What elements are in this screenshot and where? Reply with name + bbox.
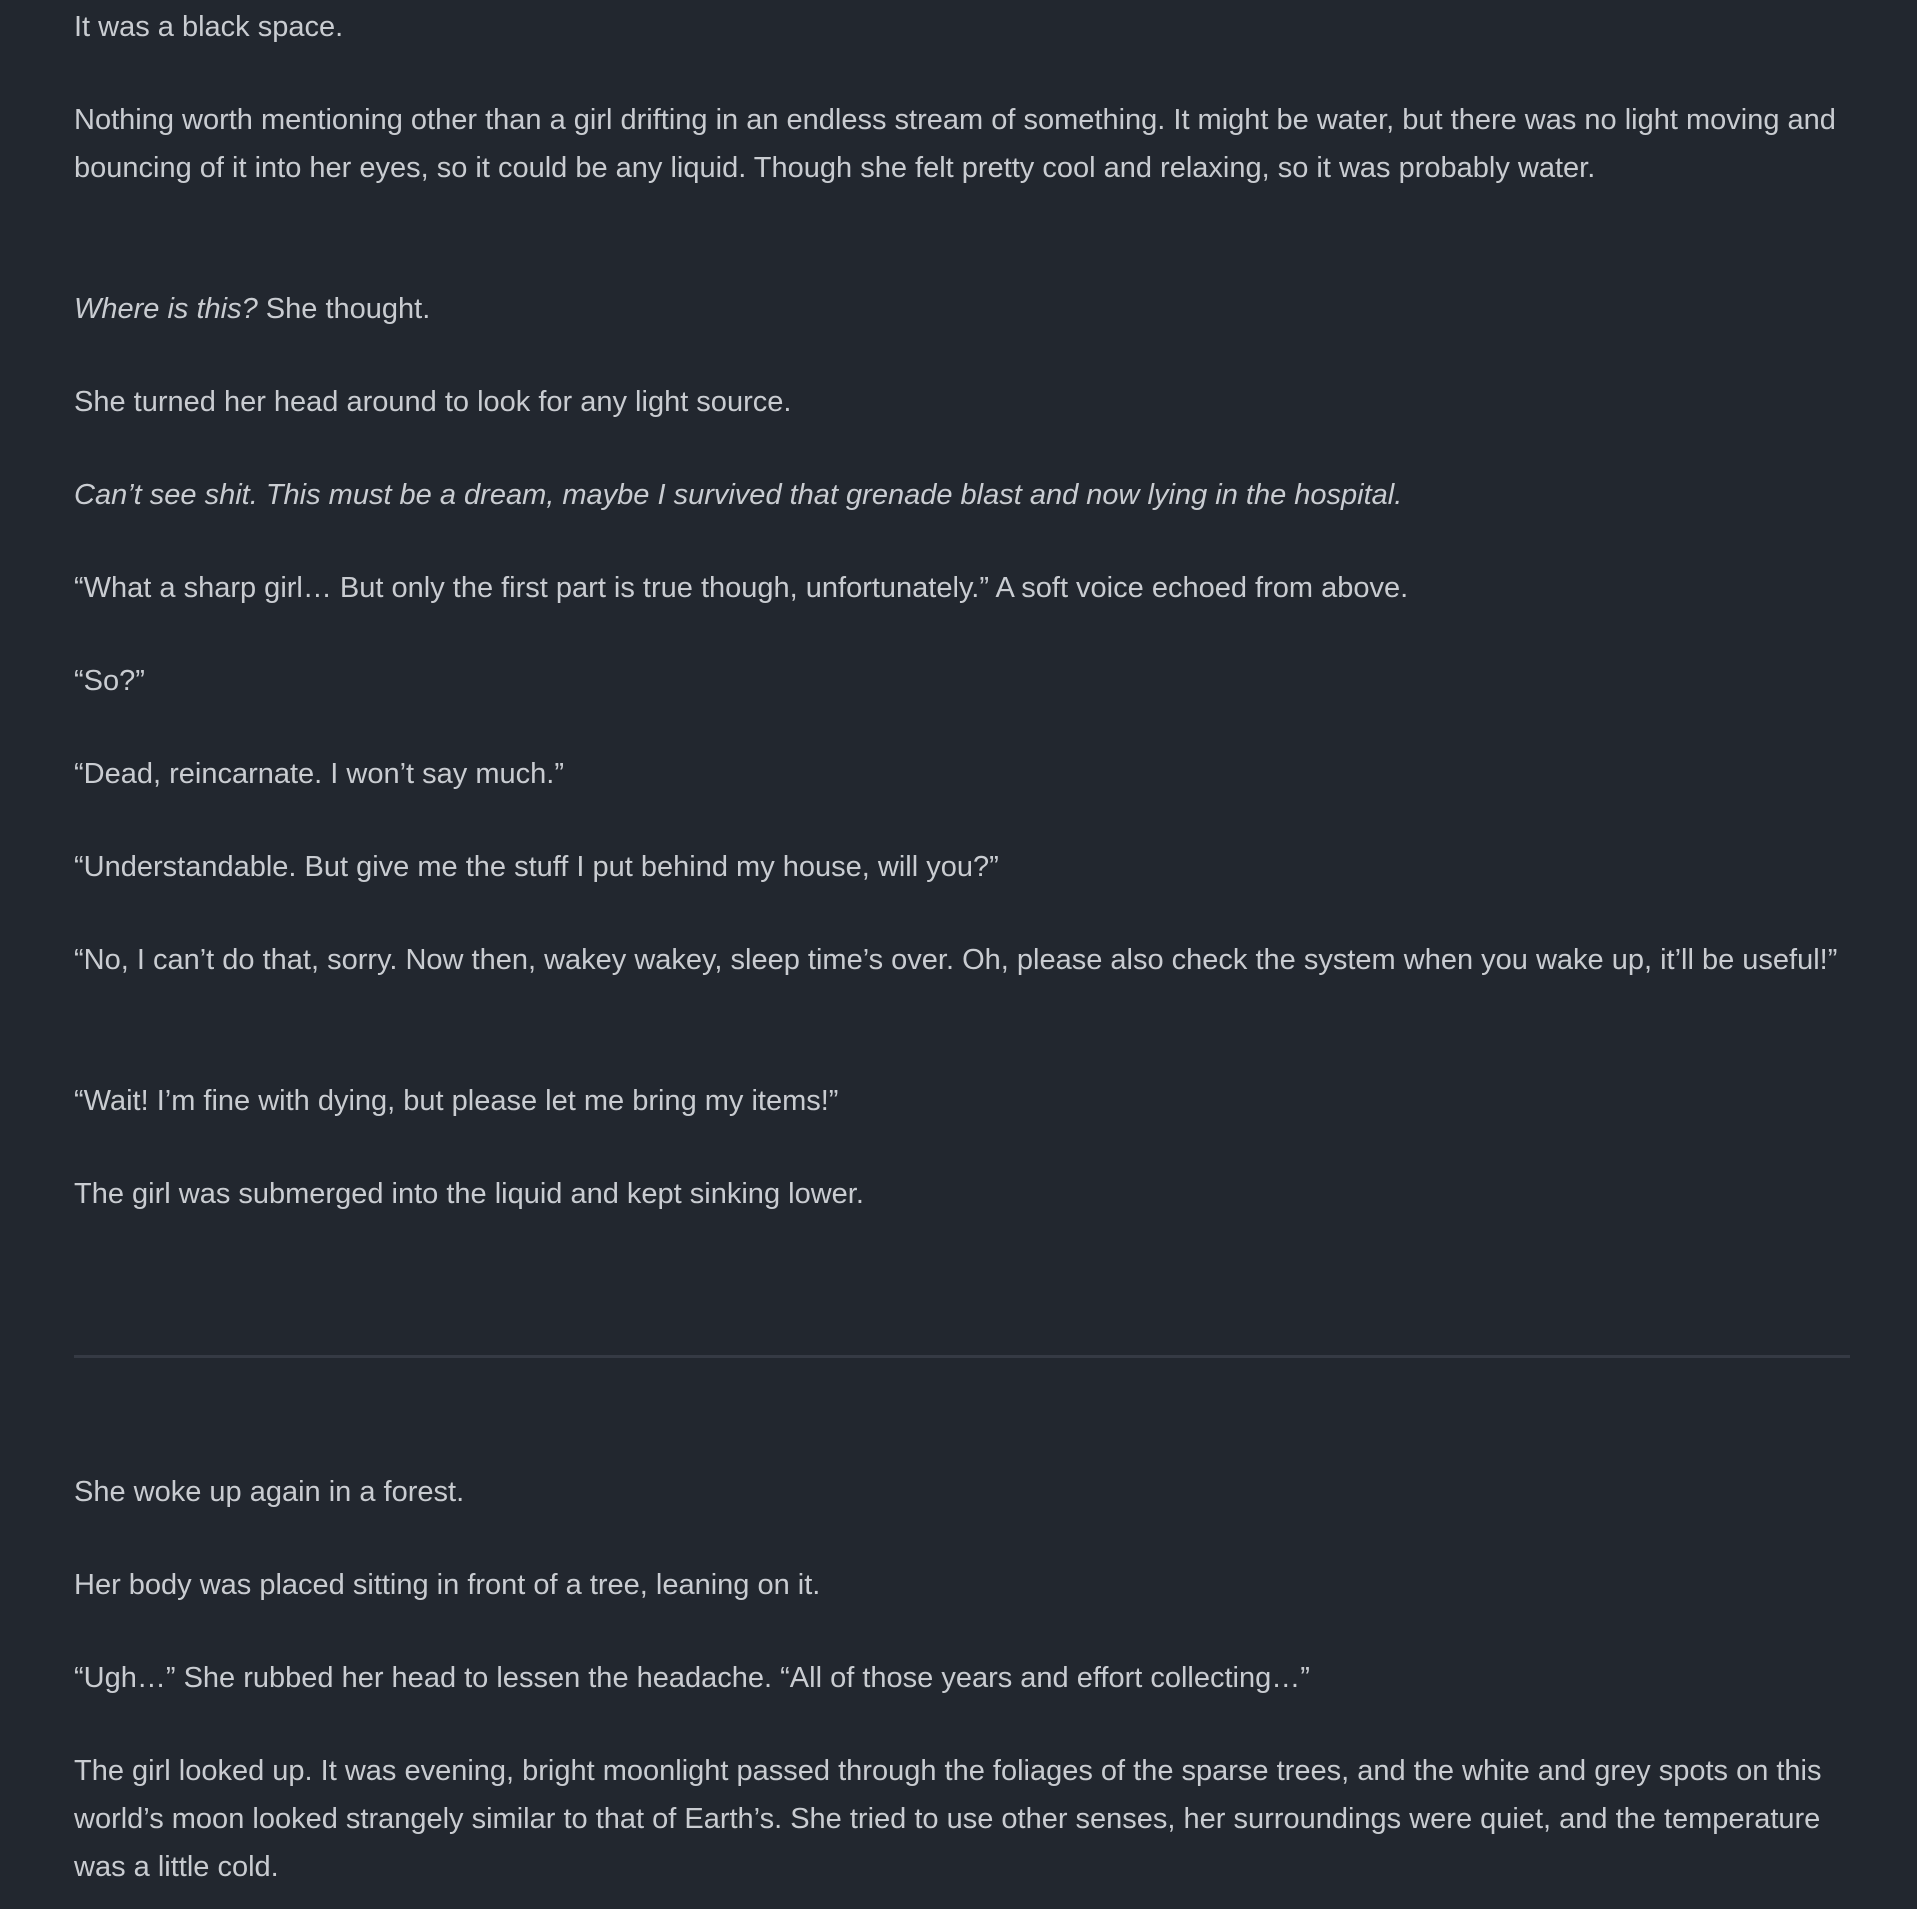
dialogue-paragraph: “Dead, reincarnate. I won’t say much.”: [74, 758, 564, 790]
paragraph: She woke up again in a forest.: [74, 1476, 465, 1508]
paragraph: Her body was placed sitting in front of a tree, leaning on it.: [74, 1569, 821, 1601]
paragraph: [74, 285, 430, 333]
paragraph: The girl was submerged into the liquid and kept sinking lower.: [74, 1178, 864, 1210]
dialogue-paragraph: “Understandable. But give me the stuff I put behind my house, will you?”: [74, 851, 999, 883]
dialogue-paragraph: “What a sharp girl… But only the first part is true though, unfortunately.” A soft voice echoed from above.: [74, 572, 1409, 604]
dialogue-paragraph: “So?”: [74, 665, 145, 697]
dialogue-paragraph: “Ugh…” She rubbed her head to lessen the headache. “All of those years and effort collecting…”: [74, 1662, 1310, 1694]
paragraph: It was a black space.: [74, 11, 344, 43]
paragraph-text: She thought.: [257, 293, 431, 325]
italic-thought: Can’t see shit. This must be a dream, maybe I survived that grenade blast and now lying in the hospital.: [74, 479, 1403, 511]
paragraph: Nothing worth mentioning other than a girl drifting in an endless stream of something. It might be water, but there was no light moving and bouncing of it into her eyes, so it could be any liquid. Though she felt pretty cool and relaxing, so it was probably water.: [74, 104, 1836, 184]
paragraph: The girl looked up. It was evening, bright moonlight passed through the foliages of the sparse trees, and the white and grey spots on this world’s moon looked strangely similar to that of Earth’s. She tried to use other senses, her surroundings were quiet, and the temperature was a little cold.: [74, 1755, 1822, 1883]
section-divider: [74, 1355, 1850, 1358]
italic-thought: Where is this?: [74, 293, 258, 325]
dialogue-paragraph: “No, I can’t do that, sorry. Now then, wakey wakey, sleep time’s over. Oh, please also check the system when you wake up, it’ll be useful!”: [74, 944, 1838, 976]
italic-thought-paragraph: [74, 471, 1402, 519]
dialogue-paragraph: “Wait! I’m fine with dying, but please let me bring my items!”: [74, 1085, 839, 1117]
paragraph: She turned her head around to look for any light source.: [74, 386, 792, 418]
